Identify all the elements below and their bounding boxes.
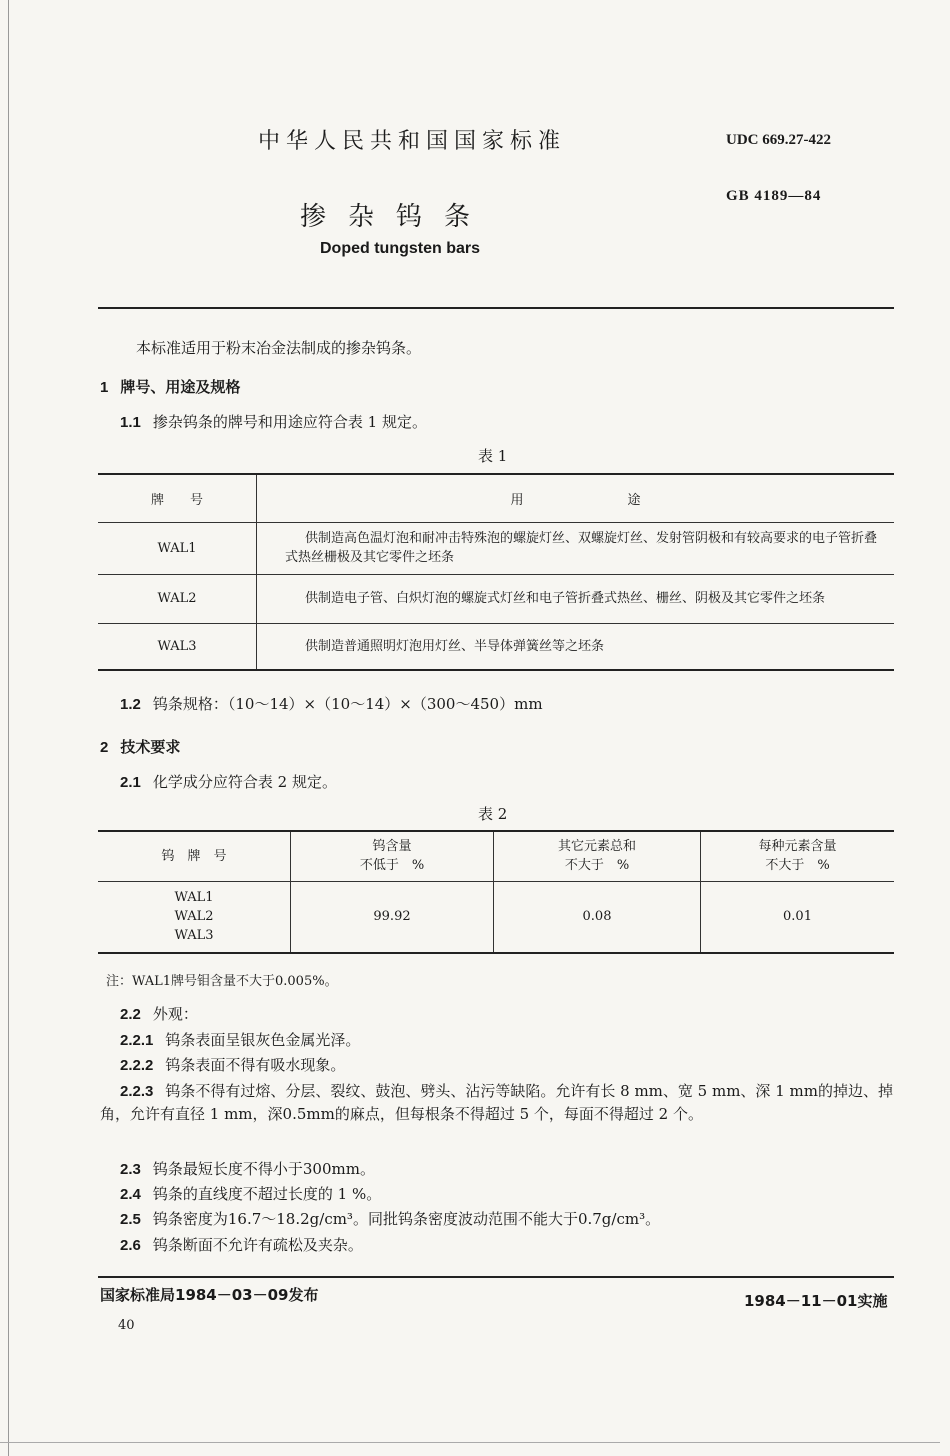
header-other-elements (494, 831, 701, 881)
table-1 (98, 473, 894, 671)
clause-1-2 (120, 693, 543, 716)
section-number: 2 (100, 739, 109, 756)
clause-text: 钨条密度为16.7～18.2g/cm³。同批钨条密度波动范围不能大于0.7g/cm³。 (152, 1210, 661, 1228)
header-line: 其它元素总和 (557, 839, 636, 855)
clause-text: 钨条断面不允许有疏松及夹杂。 (152, 1236, 363, 1254)
clause-number: 2.5 (120, 1211, 141, 1228)
table-row (98, 623, 894, 670)
clause-2-3 (120, 1158, 375, 1181)
header-line: 不低于 % (359, 858, 425, 874)
clause-text: 钨条表面不得有吸水现象。 (165, 1056, 346, 1074)
header-grade: 钨 牌 号 (98, 831, 291, 881)
clause-number: 2.6 (120, 1237, 141, 1254)
clause-text: 钨条表面呈银灰色金属光泽。 (165, 1031, 361, 1049)
clause-text: 钨条规格：（10～14）×（10～14）×（300～450）mm (152, 695, 543, 713)
clause-number: 2.2 (120, 1006, 141, 1023)
clause-number: 2.3 (120, 1161, 141, 1178)
document-title-cn: 掺杂钨条 (300, 202, 493, 232)
page-number: 40 (118, 1318, 135, 1333)
issued-date: 国家标准局1984－03－09发布 (100, 1286, 319, 1304)
table-1-caption: 表 1 (478, 447, 508, 465)
section-2-heading (100, 736, 180, 759)
header-line: 每种元素含量 (758, 839, 837, 855)
clause-2-2-1 (120, 1029, 360, 1052)
header-line: 不大于 % (765, 858, 830, 874)
clause-number: 2.2.1 (120, 1032, 154, 1049)
clause-text: 外观： (152, 1005, 198, 1023)
table-row (98, 881, 894, 953)
grade-cell: WAL3 (98, 623, 257, 670)
clause-2-2-3 (100, 1080, 894, 1126)
clause-text: 钨条的直线度不超过长度的 1 %。 (152, 1185, 382, 1203)
section-number: 1 (100, 379, 109, 396)
footer-rule (98, 1276, 894, 1278)
table-row (98, 574, 894, 623)
table-2-caption: 表 2 (478, 805, 508, 823)
use-cell: 供制造电子管、白炽灯泡的螺旋式灯丝和电子管折叠式热丝、栅丝、阴极及其它零件之坯条 (257, 574, 895, 623)
effective-date: 1984－11－01实施 (744, 1292, 888, 1310)
header-grade: 牌 号 (98, 474, 257, 522)
clause-text: 掺杂钨条的牌号和用途应符合表 1 规定。 (152, 413, 427, 431)
clause-number: 1.2 (120, 696, 141, 713)
header-each-element (701, 831, 895, 881)
header-rule (98, 307, 894, 309)
table-row (98, 522, 894, 574)
other-value: 0.08 (494, 881, 701, 953)
header-line: 不大于 % (564, 858, 630, 874)
standard-title: 中华人民共和国国家标准 (258, 129, 567, 154)
grade-item: WAL1 (174, 890, 214, 906)
clause-2-4 (120, 1183, 381, 1206)
clause-text: 化学成分应符合表 2 规定。 (152, 773, 337, 791)
grade-item: WAL3 (174, 928, 214, 944)
scan-bottom-line (0, 1442, 940, 1443)
table-note: 注：WAL1牌号钼含量不大于0.005%。 (106, 974, 338, 989)
grade-cell: WAL1 (98, 522, 257, 574)
header-tungsten (291, 831, 494, 881)
clause-text: 钨条最短长度不得小于300mm。 (152, 1160, 375, 1178)
udc-code: UDC 669.27-422 (726, 132, 831, 148)
clause-number: 2.2.2 (120, 1057, 154, 1074)
table-header-row (98, 831, 894, 881)
intro-paragraph: 本标准适用于粉末冶金法制成的掺杂钨条。 (136, 339, 422, 357)
tungsten-value: 99.92 (291, 881, 494, 953)
clause-2-1 (120, 771, 337, 794)
grade-cell: WAL2 (98, 574, 257, 623)
clause-1-1 (120, 411, 427, 434)
header-line: 钨含量 (372, 839, 412, 855)
grade-item: WAL2 (174, 909, 214, 925)
table-2 (98, 830, 894, 954)
each-value: 0.01 (783, 909, 812, 925)
use-cell: 供制造普通照明灯泡用灯丝、半导体弹簧丝等之坯条 (257, 623, 895, 670)
section-1-heading (100, 376, 240, 399)
clause-2-5 (120, 1208, 660, 1231)
section-title: 技术要求 (120, 738, 181, 756)
clause-text: 钨条不得有过熔、分层、裂纹、鼓泡、劈头、沾污等缺陷。允许有长 8 mm、宽 5 mm、深 1 mm的掉边、掉角，允许有直径 1 mm，深0.5mm的麻点，但每根条不得超过 5 个，每面不得超过 2 个。 (100, 1082, 893, 1123)
scan-margin-line (8, 0, 9, 1456)
clause-2-2 (120, 1003, 198, 1026)
use-cell: 供制造高色温灯泡和耐冲击特殊泡的螺旋灯丝、双螺旋灯丝、发射管阴极和有较高要求的电子管折叠式热丝栅极及其它零件之坯条 (257, 522, 895, 574)
header-use: 用 途 (510, 492, 641, 508)
clause-number: 2.4 (120, 1186, 141, 1203)
gb-code: GB 4189—84 (726, 188, 822, 204)
clause-number: 2.2.3 (120, 1083, 154, 1100)
clause-2-6 (120, 1234, 363, 1257)
clause-number: 1.1 (120, 414, 141, 431)
clause-number: 2.1 (120, 774, 141, 791)
document-title-en: Doped tungsten bars (320, 240, 481, 257)
section-title: 牌号、用途及规格 (120, 378, 241, 396)
clause-2-2-2 (120, 1054, 345, 1077)
table-header-row (98, 474, 894, 522)
grade-list (98, 881, 291, 953)
